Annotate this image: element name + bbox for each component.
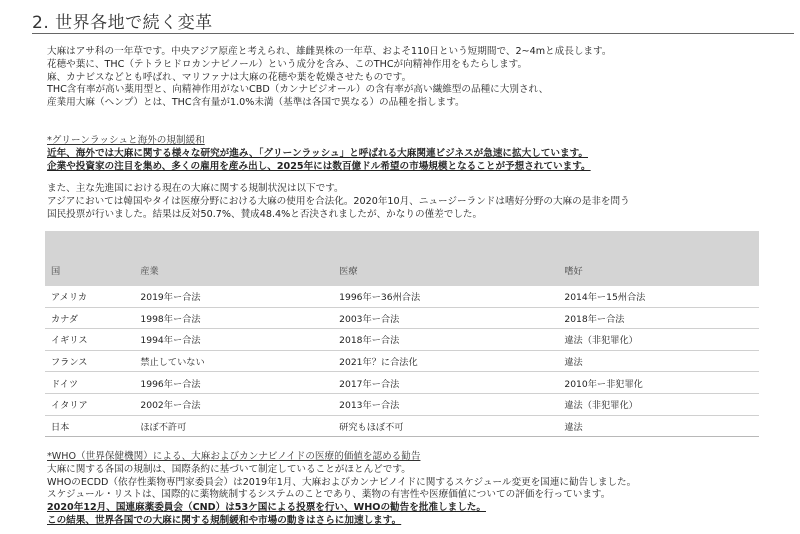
- who-line: WHOのECDD（依存性薬物専門家委員会）は2019年1月、大麻およびカンナビノイドに関するスケジュール変更を国連に勧告しました。: [47, 476, 637, 488]
- intro-line: 花穂や葉に、THC（テトラヒドロカンナビノール）という成分を含み、このTHCが向精神作用をもたらします。: [47, 58, 528, 70]
- table-row: [45, 307, 759, 329]
- who-emphasis: この結果、世界各国での大麻に関する規制緩和や市場の動きはさらに加速します。: [47, 514, 402, 526]
- title-divider: [32, 33, 794, 34]
- cell-country: カナダ: [45, 307, 134, 329]
- green-rush-emphasis: 企業や投資家の注目を集め、多くの雇用を産み出し、2025年には数百億ドル希望の市場規模となることが予想されています。: [47, 160, 591, 172]
- cell-medical: 2021年？に合法化: [333, 350, 558, 372]
- table-row: [45, 415, 759, 437]
- cell-recreational: 2018年ー合法: [558, 307, 759, 329]
- cell-industrial: 1994年ー合法: [134, 329, 333, 351]
- who-section: [47, 451, 787, 528]
- intro-line: THC含有率が高い薬用型と、向精神作用がないCBD（カンナビジオール）の含有率が高い繊維型の品種に大別され、: [47, 84, 549, 96]
- page-title: 2. 世界各地で続く変革: [32, 13, 213, 33]
- who-heading: *WHO（世界保健機関）による、大麻およびカンナビノイドの医療的価値を認める勧告: [47, 451, 421, 462]
- cell-industrial: 1998年ー合法: [134, 307, 333, 329]
- table-row: [45, 393, 759, 415]
- cell-industrial: 2002年ー合法: [134, 393, 333, 415]
- header-country: 国: [45, 231, 134, 286]
- table-row: [45, 350, 759, 372]
- intro-line: 産業用大麻（ヘンプ）とは、THC含有量が1.0%未満（基準は各国で異なる）の品種を指します。: [47, 97, 465, 109]
- intro-line: 大麻はアサ科の一年草です。中央アジア原産と考えられ、雄雌異株の一年草、およそ110日という短期間で、2~4mと成長します。: [47, 46, 612, 57]
- green-rush-section: [47, 135, 787, 173]
- cell-medical: 2017年ー合法: [333, 372, 558, 394]
- cell-medical: 1996年ー36州合法: [333, 286, 558, 307]
- header-industrial: 産業: [134, 231, 333, 286]
- intro-paragraph: [47, 46, 787, 110]
- table-header-row: [45, 231, 759, 286]
- cell-industrial: 禁止していない: [134, 350, 333, 372]
- green-rush-emphasis: 近年、海外では大麻に関する様々な研究が進み、「グリーンラッシュ」と呼ばれる大麻関連ビジネスが急速に拡大しています。: [47, 147, 588, 159]
- cell-medical: 2003年ー合法: [333, 307, 558, 329]
- cell-recreational: 2010年ー非犯罪化: [558, 372, 759, 394]
- who-line: 大麻に関する各国の規制は、国際条約に基づいて制定していることがほとんどです。: [47, 463, 411, 475]
- who-emphasis: 2020年12月、国連麻薬委員会（CND）は53ケ国による投票を行い、WHOの勧告を批准しました。: [47, 502, 486, 514]
- cell-country: 日本: [45, 415, 134, 437]
- green-rush-heading: *グリーンラッシュと海外の規制緩和: [47, 135, 205, 146]
- cell-country: イギリス: [45, 329, 134, 351]
- regulation-line: 国民投票が行いました。結果は反対50.7%、賛成48.4%と否決されましたが、かなりの僅差でした。: [47, 208, 483, 220]
- cell-industrial: 2019年ー合法: [134, 286, 333, 307]
- cell-industrial: ほぼ不許可: [134, 415, 333, 437]
- table-row: [45, 286, 759, 307]
- cell-medical: 2018年ー合法: [333, 329, 558, 351]
- cell-medical: 研究もほぼ不可: [333, 415, 558, 437]
- intro-line: 麻、カナビスなどとも呼ばれ、マリファナは大麻の花穂や葉を乾燥させたものです。: [47, 71, 412, 83]
- cell-recreational: 違法: [558, 350, 759, 372]
- regulation-line: アジアにおいては韓国やタイは医療分野における大麻の使用を合法化。2020年10月、ニュージーランドは嗜好分野の大麻の是非を問う: [47, 195, 630, 207]
- cell-recreational: 違法（非犯罪化）: [558, 329, 759, 351]
- cell-recreational: 違法（非犯罪化）: [558, 393, 759, 415]
- cell-medical: 2013年ー合法: [333, 393, 558, 415]
- regulation-table: [45, 231, 759, 437]
- table-row: [45, 329, 759, 351]
- cell-industrial: 1996年ー合法: [134, 372, 333, 394]
- cell-country: イタリア: [45, 393, 134, 415]
- cell-recreational: 2014年ー15州合法: [558, 286, 759, 307]
- cell-country: ドイツ: [45, 372, 134, 394]
- table-row: [45, 372, 759, 394]
- header-recreational: 嗜好: [558, 231, 759, 286]
- cell-country: アメリカ: [45, 286, 134, 307]
- cell-country: フランス: [45, 350, 134, 372]
- header-medical: 医療: [333, 231, 558, 286]
- regulation-paragraph: [47, 183, 787, 221]
- cell-recreational: 違法: [558, 415, 759, 437]
- who-line: スケジュール・リストは、国際的に薬物統制するシステムのことであり、薬物の有害性や医療価値についての評価を行っています。: [47, 489, 611, 501]
- regulation-line: また、主な先進国における現在の大麻に関する規制状況は以下です。: [47, 183, 344, 194]
